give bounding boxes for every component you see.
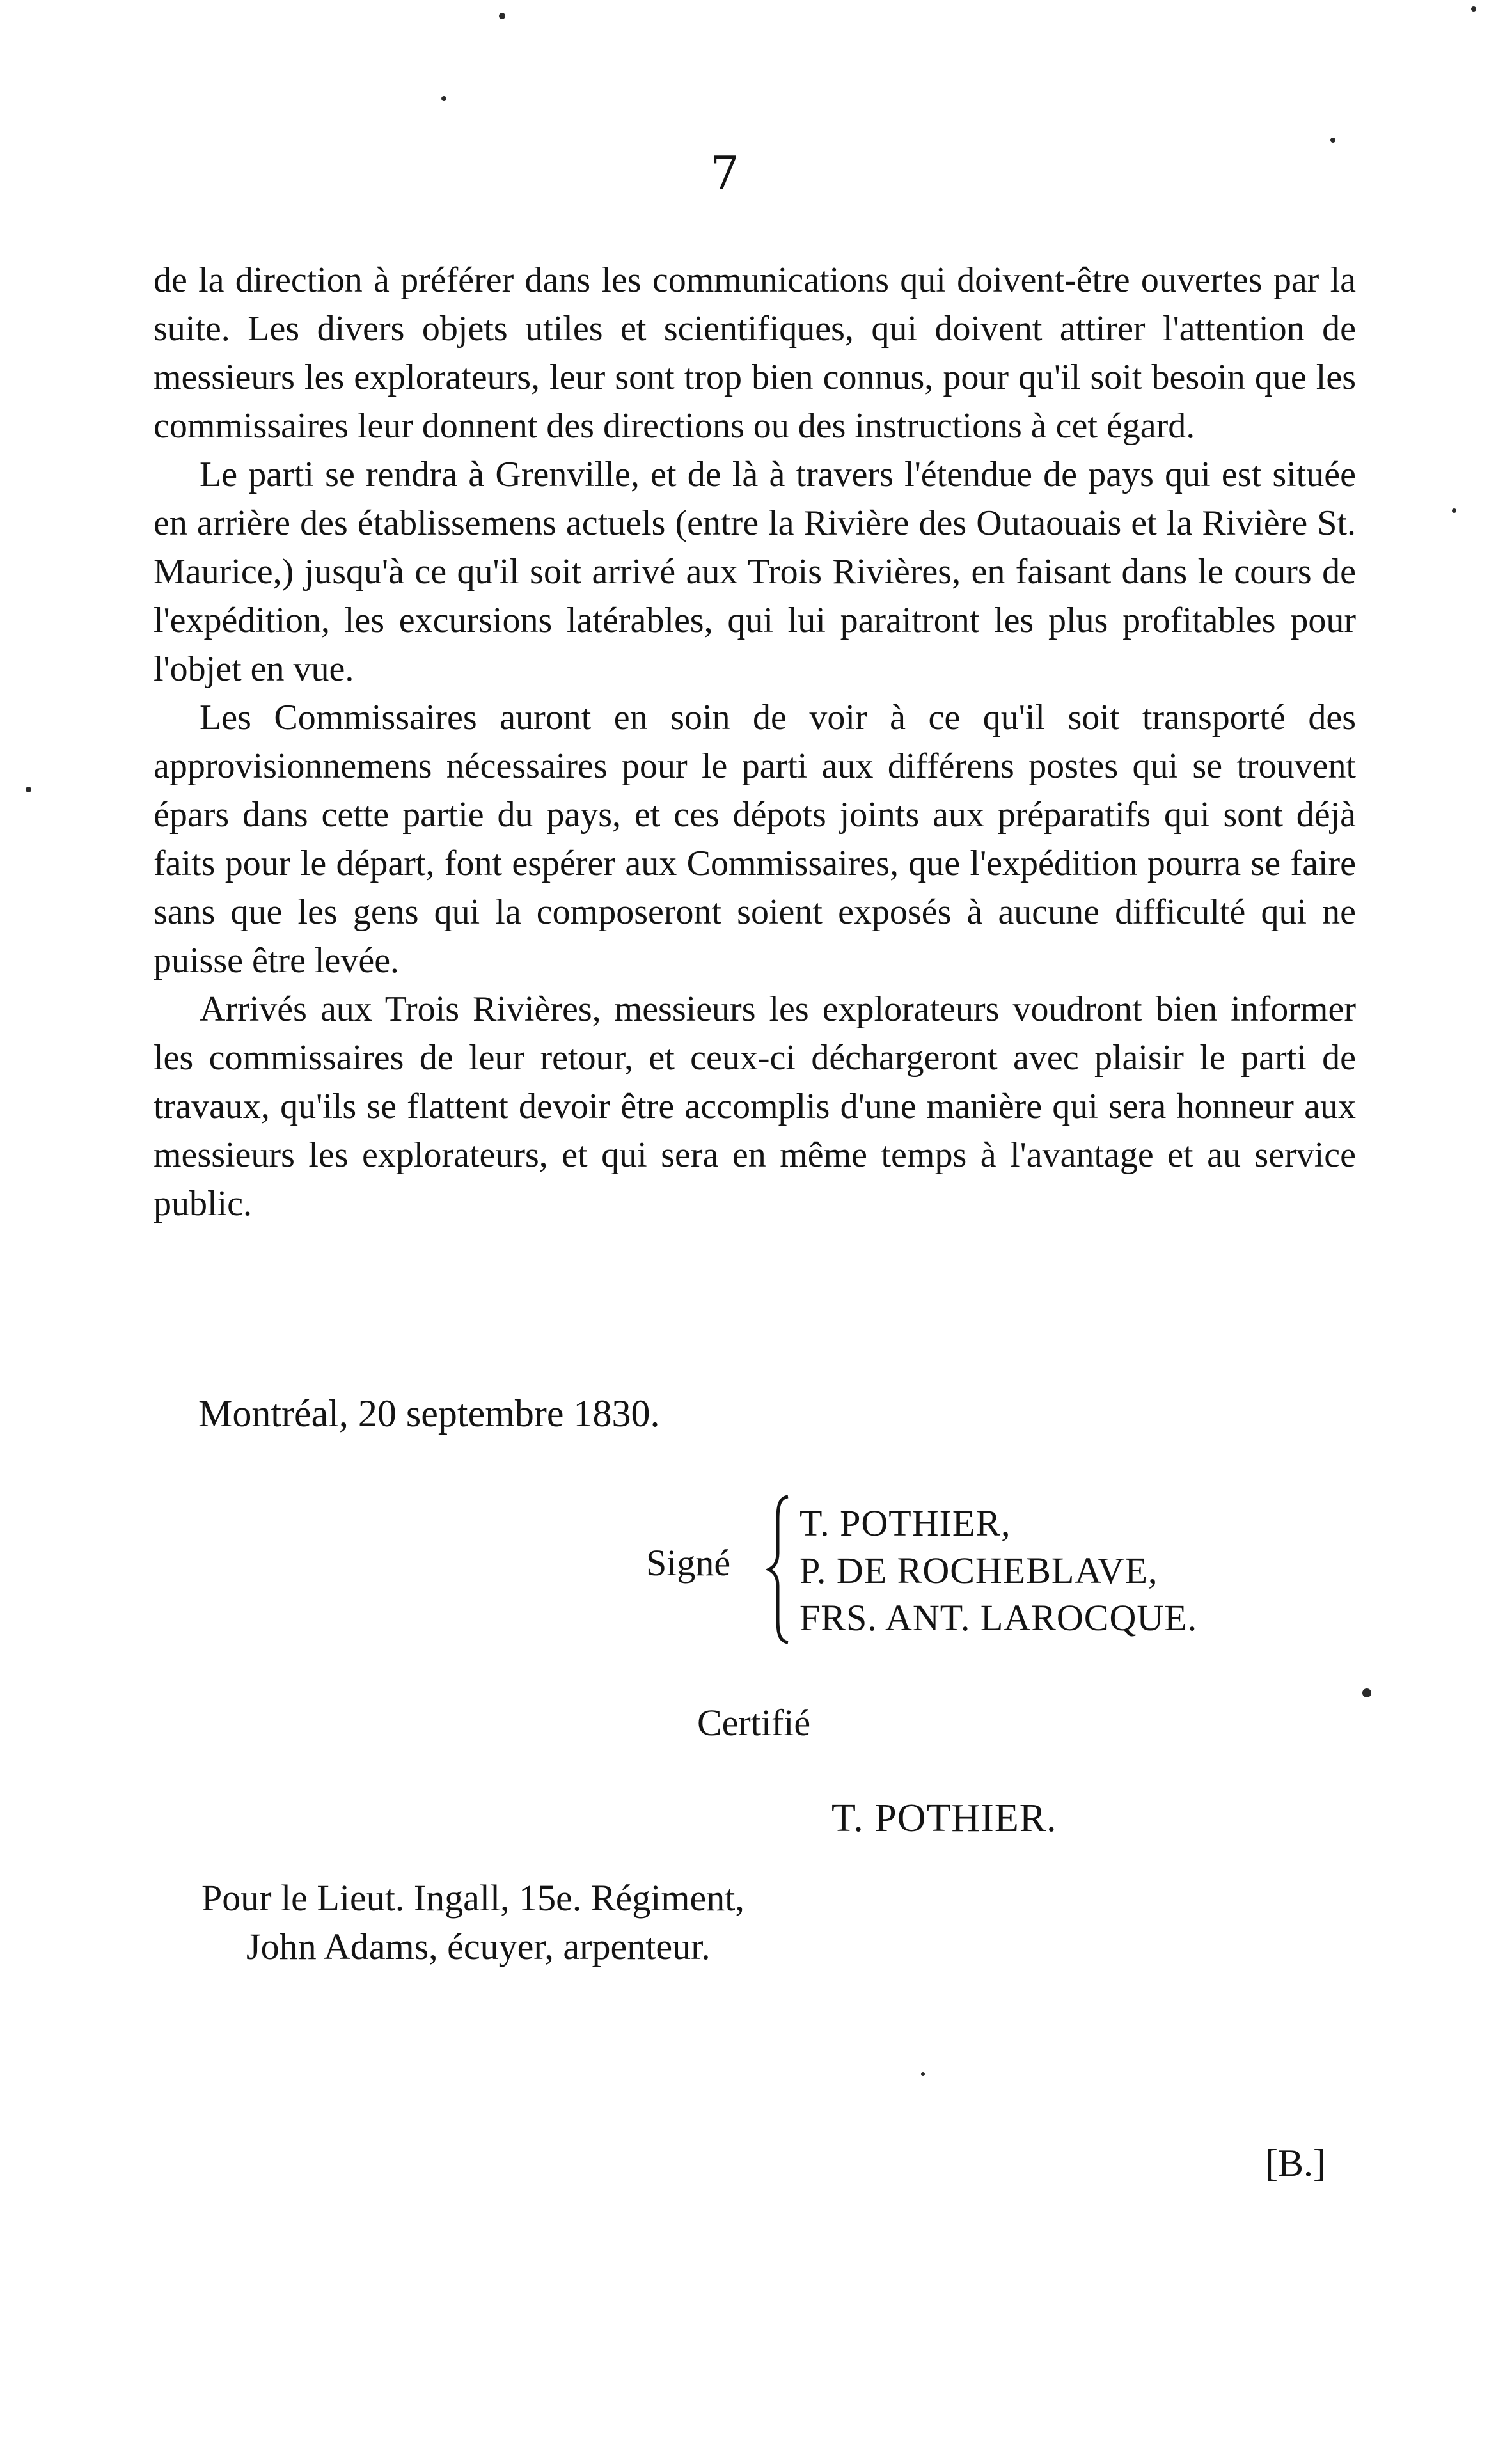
scan-speck	[1452, 508, 1456, 513]
closing-block	[201, 1874, 744, 1971]
page-number: 7	[710, 146, 739, 200]
closing-line-1: Pour le Lieut. Ingall, 15e. Régiment,	[201, 1877, 744, 1919]
signature-mark: [B.]	[1265, 2142, 1326, 2184]
curly-brace-icon	[766, 1494, 792, 1645]
scan-speck	[1471, 6, 1476, 12]
scan-speck	[1362, 1688, 1371, 1697]
certifier-name: T. POTHIER.	[831, 1797, 1057, 1840]
certifie-label: Certifié	[697, 1702, 811, 1743]
paragraph-4: Arrivés aux Trois Rivières, messieurs les explorateurs voudront bien informer les commissaires de leur retour, et ceux-ci déchargeront avec plaisir le parti de travaux, qu'ils se flattent devoir être accomplis d'une manière qui sera honneur aux messieurs les explorateurs, et qui sera en même temps à l'avantage et au service public.	[154, 989, 1356, 1224]
paragraph-1: de la direction à préférer dans les communications qui doivent-être ouvertes par la suite. Les divers objets utiles et scientifiques, qui doivent attirer l'attention de messieurs les explorateurs, leur sont trop bien connus, pour qu'il soit besoin que les commissaires leur donnent des directions ou des instructions à cet égard.	[154, 260, 1356, 446]
date-line: Montréal, 20 septembre 1830.	[198, 1392, 660, 1435]
closing-line-2: John Adams, écuyer, arpenteur.	[246, 1926, 711, 1967]
signer-2: P. DE ROCHEBLAVE,	[799, 1550, 1158, 1591]
scan-speck	[441, 96, 446, 101]
paragraph-2: Le parti se rendra à Grenville, et de là à travers l'étendue de pays qui est située en arrière des établissemens actuels (entre la Rivière des Outaouais et la Rivière St. Maurice,) jusqu'à ce qu'il soit arrivé aux Trois Rivières, en faisant dans le cours de l'expédition, les excursions latérables, qui lui paraitront les plus profitables pour l'objet en vue.	[154, 455, 1356, 689]
scan-speck	[921, 2072, 925, 2076]
signer-list	[799, 1500, 1197, 1642]
scan-speck	[26, 787, 31, 792]
scan-speck	[499, 13, 505, 19]
body-text	[154, 256, 1356, 1228]
signer-1: T. POTHIER,	[799, 1502, 1011, 1544]
paragraph-3: Les Commissaires auront en soin de voir à ce qu'il soit transporté des approvisionnemens nécessaires pour le parti aux différens postes qui se trouvent épars dans cette partie du pays, et ces dépots joints aux préparatifs qui sont déjà faits pour le départ, font espérer aux Commissaires, que l'expédition pourra se faire sans que les gens qui la composeront soient exposés à aucune difficulté qui ne puisse être levée.	[154, 698, 1356, 980]
scan-speck	[1330, 138, 1335, 143]
signe-label: Signé	[646, 1542, 731, 1584]
signer-3: FRS. ANT. LAROCQUE.	[799, 1597, 1198, 1639]
